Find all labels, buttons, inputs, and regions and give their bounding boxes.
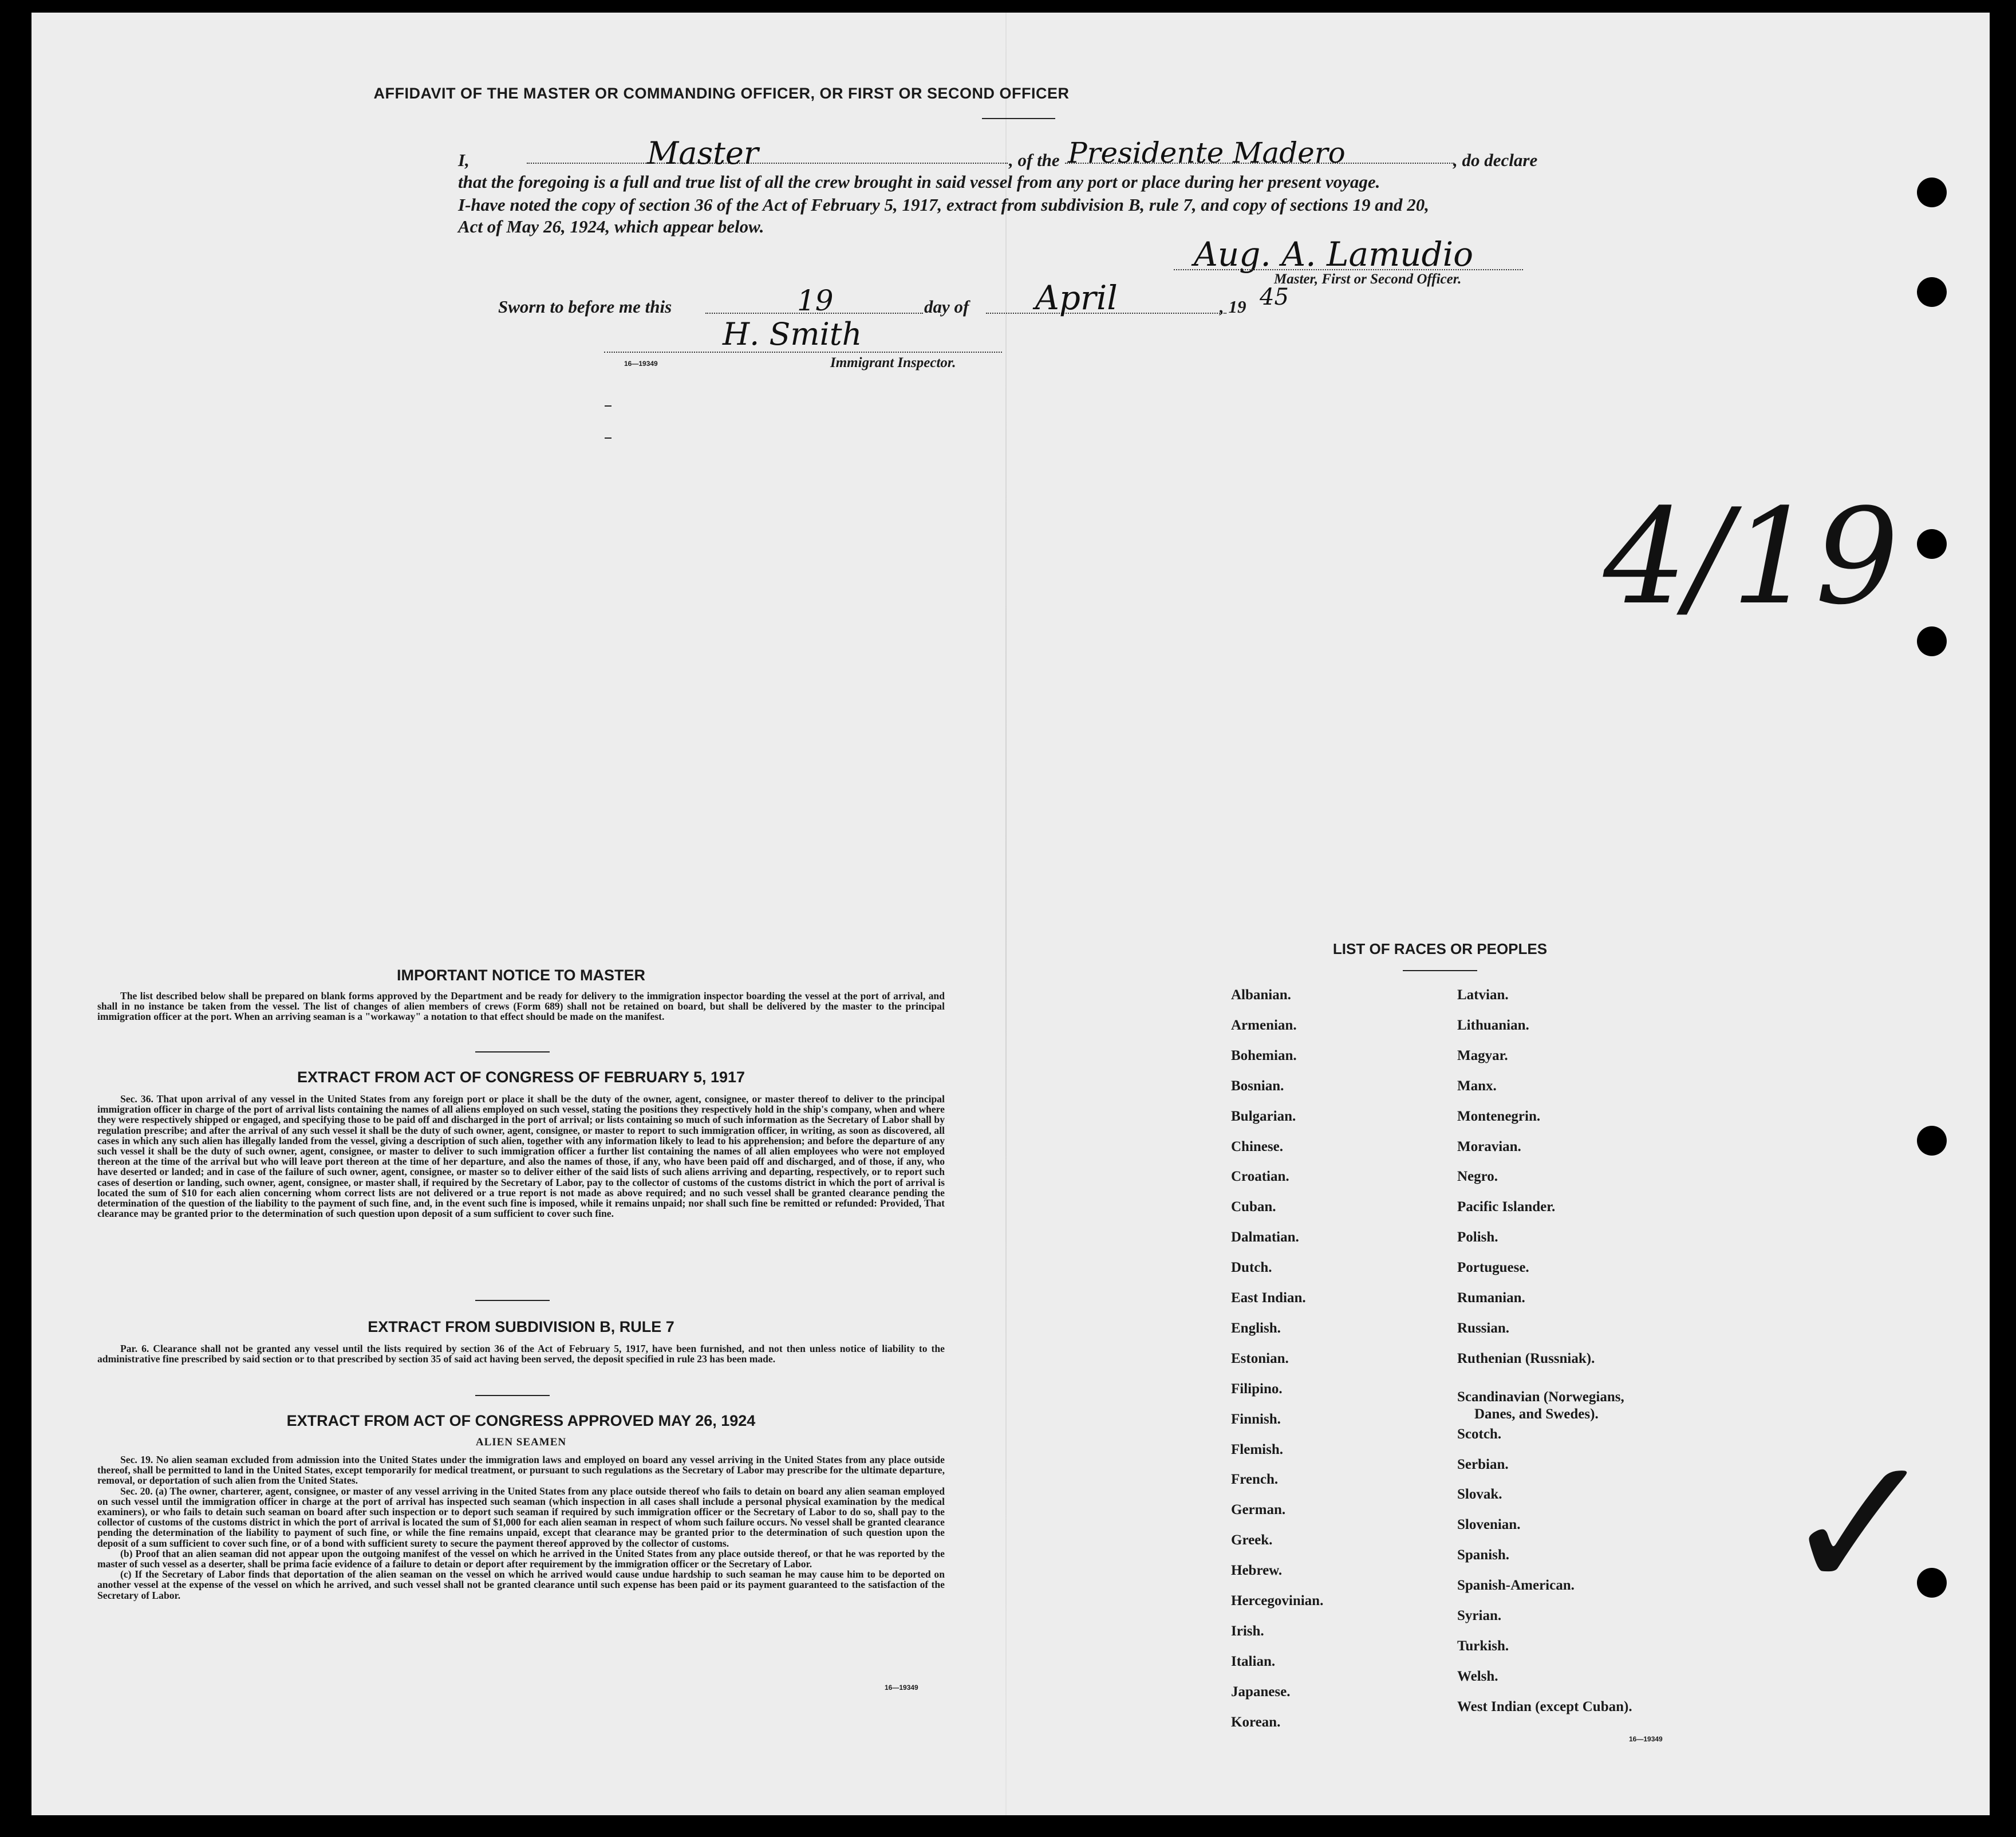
race-item: Manx.	[1457, 1078, 1497, 1094]
line1-end: , do declare	[1453, 150, 1538, 170]
officer-blank	[527, 163, 1008, 164]
race-item: West Indian (except Cuban).	[1457, 1698, 1632, 1714]
race-item: Estonian.	[1231, 1350, 1289, 1366]
section-36-paragraph: Sec. 36. That upon arrival of any vessel in the United States from any foreign port or place it shall be the duty of the owner, agent, consignee, or master thereof to deliver to the principal immigration officer in charge of the port of arrival lists containing the names of all aliens employed on such vessel, stating the positions they respectively hold in the ship's company, when and where they were respectively shipped or engaged, and specifying those to be paid off and discharged in the port of arrival; or lists containing so much of such information as the Secretary of Labor shall by regulation prescribe; and after the arrival of any such vessel it shall be the duty of such owner, agent, consignee, or master to report to such immigration officer, in writing, as soon as discovered, all cases in which any such alien has illegally landed from the vessel, giving a description of such alien, together with any information likely to lead to his apprehension; and before the departure of any such vessel it shall be the duty of such owner, agent, consignee, or master to deliver to such immigration officer a further list containing the names of all alien employees who were not employed thereon at the time of the arrival but who will leave port thereon at the time of her departure, and also the names of those, if any, who have been paid off and discharged, and of those, if any, who have deserted or landed; and in case of the failure of such owner, agent, consignee, or master so to deliver either of the said lists of such aliens arriving and departing, respectively, or to report such cases of desertion or landing, such owner, agent, consignee, or master shall, if required by the Secretary of Labor, pay to the collector of customs of the customs district in which the port of arrival is located the sum of $10 for each alien concerning whom correct lists are not delivered or a true report is not made as above required; and no such vessel shall be granted clearance pending the determination of the question of the liability to the payment of such fine, and, in the event such fine is imposed, while it remains unpaid; nor shall such fine be remitted or refunded: Provided, That clearance may be granted prior to the determination of such question upon deposit of a sum sufficient to cover such fine.	[97, 1093, 945, 1220]
affidavit-line-3: I-have noted the copy of section 36 of the Act of February 5, 1917, extract from subdivision B, rule 7, and copy of sections 19 and 20,	[458, 195, 1430, 215]
race-item: Finnish.	[1231, 1411, 1281, 1427]
vessel-handwritten: Presidente Madero	[1068, 136, 1346, 169]
officer-handwritten: Master	[647, 135, 759, 171]
affidavit-title: AFFIDAVIT OF THE MASTER OR COMMANDING OFFICER, OR FIRST OR SECOND OFFICER	[373, 85, 1070, 102]
race-item: Filipino.	[1231, 1381, 1283, 1397]
extract-1917-text	[97, 1094, 945, 1219]
affidavit-line-1	[458, 150, 470, 171]
race-item: Syrian.	[1457, 1608, 1502, 1623]
race-item: Albanian.	[1231, 987, 1291, 1003]
race-item: Hercegovinian.	[1231, 1593, 1324, 1609]
race-item: Flemish.	[1231, 1441, 1283, 1457]
race-item: Spanish.	[1457, 1547, 1510, 1563]
form-code: 16—19349	[885, 1684, 918, 1692]
punch-hole	[1917, 529, 1947, 559]
punch-hole	[1917, 277, 1947, 307]
race-item: Cuban.	[1231, 1199, 1276, 1215]
race-item: Russian.	[1457, 1320, 1510, 1336]
race-item: Slovak.	[1457, 1487, 1502, 1503]
race-item: Lithuanian.	[1457, 1017, 1529, 1033]
section-19-paragraph: Sec. 19. No alien seaman excluded from admission into the United States under the immigration laws and employed on board any vessel arriving in the United States from any place outside thereof, shall be permitted to land in the United States, except temporarily for medical treatment, or pursuant to such regulations as the Secretary of Labor may prescribe for the ultimate departure, removal, or deportation of such alien from the United States.	[97, 1454, 945, 1487]
punch-hole	[1917, 178, 1947, 207]
section-divider	[475, 1051, 550, 1052]
race-item: Dutch.	[1231, 1260, 1272, 1276]
title-divider	[982, 118, 1055, 119]
subdivision-b-text	[97, 1343, 945, 1364]
notice-paragraph: The list described below shall be prepared on blank forms approved by the Department and be ready for delivery to the immigration inspector boarding the vessel at the port of arrival, and shall in no instance be taken from the vessel. The list of changes of alien members of crews (Form 689) shall not be retained on board, but shall be delivered by the master to the principal immigration officer at the port. When an arriving seaman is a "workaway" a notation to that effect should be made on the manifest.	[97, 990, 945, 1023]
race-item: Portuguese.	[1457, 1260, 1529, 1276]
notice-heading: IMPORTANT NOTICE TO MASTER	[397, 967, 645, 984]
section-20a-paragraph: Sec. 20. (a) The owner, charterer, agent, consignee, or master of any vessel arriving in the United States from any place outside thereof who fails to detain on board any alien seaman employed on such vessel until the immigration officer in charge at the port of arrival has inspected such seaman (which inspection in all cases shall include a personal physical examination by the medical examiners), or who fails to detain such seaman on board after such inspection or to deport such seaman if required by such immigration officer or the Secretary of Labor to do so, shall pay to the collector of customs of the customs district in which the port of arrival is located the sum of $1,000 for each alien seaman in respect of whom such failure occurs. No vessel shall be granted clearance pending the determination of the liability to payment of such fine, or while the fine remains unpaid, except that clearance may be granted prior to the determination of such question upon the deposit of a sum sufficient to cover such fine, or of a bond with sufficient surety to secure the payment thereof approved by the collector of customs.	[97, 1485, 945, 1549]
handwritten-date: 4/19	[1603, 481, 1899, 634]
race-item: Bulgarian.	[1231, 1108, 1296, 1124]
race-item: German.	[1231, 1502, 1286, 1518]
stray-mark	[605, 405, 611, 407]
races-title: LIST OF RACES OR PEOPLES	[1332, 940, 1548, 957]
race-item: Armenian.	[1231, 1017, 1297, 1033]
race-item: Japanese.	[1231, 1684, 1291, 1700]
race-item: Welsh.	[1457, 1668, 1498, 1684]
form-code: 16—19349	[1629, 1735, 1663, 1743]
signature-blank	[1174, 269, 1523, 270]
section-20b-paragraph: (b) Proof that an alien seaman did not appear upon the outgoing manifest of the vessel on which he arrived in the United States from any place outside thereof, or that he was reported by the master of such vessel as a deserter, shall be prima facie evidence of a failure to detain or deport after requirement by the immigration officer or the Secretary of Labor.	[97, 1547, 945, 1570]
race-item: Italian.	[1231, 1653, 1276, 1669]
races-divider	[1403, 970, 1477, 971]
page-fold	[1005, 13, 1007, 1815]
inspector-caption: Immigrant Inspector.	[830, 355, 956, 370]
par-6-paragraph: Par. 6. Clearance shall not be granted any vessel until the lists required by section 36 of the Act of February 5, 1917, have been furnished, and not then unless notice of liability to the administrative fine prescribed by said section or to that prescribed by section 35 of said act having been served, the deposit specified in rule 23 has been made.	[97, 1343, 945, 1365]
race-item: Moravian.	[1457, 1138, 1521, 1154]
race-item: Polish.	[1457, 1229, 1498, 1245]
sworn-prefix: Sworn to before me this	[498, 297, 672, 317]
stray-mark	[605, 437, 611, 439]
race-item: English.	[1231, 1320, 1281, 1336]
inspector-signature: H. Smith	[723, 316, 862, 352]
sworn-day-of: day of	[924, 297, 969, 317]
notice-text	[97, 991, 945, 1022]
race-item: Negro.	[1457, 1169, 1498, 1185]
form-code: 16—19349	[624, 360, 658, 368]
affidavit-line-4: Act of May 26, 1924, which appear below.	[458, 216, 764, 236]
signature-caption: Master, First or Second Officer.	[1274, 271, 1462, 287]
section-20c-paragraph: (c) If the Secretary of Labor finds that deportation of the alien seaman on the vessel on which he arrived would cause undue hardship to such seaman he may cause him to be deported on another vessel at the expense of the vessel on which he arrived, and such vessel shall not be granted clearance until such expense has been paid or its payment guaranteed to the satisfaction of the Secretary of Labor.	[97, 1568, 945, 1601]
race-item: Danes, and Swedes).	[1474, 1406, 1599, 1422]
race-item: Montenegrin.	[1457, 1108, 1541, 1124]
day-handwritten: 19	[797, 284, 834, 317]
handwritten-checkmark: ✓	[1781, 1414, 1939, 1634]
race-item: Hebrew.	[1231, 1563, 1283, 1579]
affidavit-line-2: that the foregoing is a full and true list of all the crew brought in said vessel from any port or place during her present voyage.	[458, 172, 1380, 192]
race-item: Croatian.	[1231, 1169, 1289, 1185]
race-item: Spanish-American.	[1457, 1578, 1575, 1594]
race-item: Greek.	[1231, 1532, 1273, 1548]
year-handwritten: 45	[1260, 284, 1289, 310]
extract-1924-heading: EXTRACT FROM ACT OF CONGRESS APPROVED MAY 26, 1924	[286, 1412, 756, 1429]
subdivision-b-heading: EXTRACT FROM SUBDIVISION B, RULE 7	[368, 1318, 674, 1335]
race-item: Slovenian.	[1457, 1517, 1521, 1533]
line1-prefix: I,	[458, 150, 470, 170]
extract-1917-heading: EXTRACT FROM ACT OF CONGRESS OF FEBRUARY 5, 1917	[297, 1069, 745, 1086]
alien-seamen-subheading: ALIEN SEAMEN	[475, 1436, 567, 1448]
punch-hole	[1917, 626, 1947, 656]
race-item: Scotch.	[1457, 1426, 1502, 1442]
race-item: Dalmatian.	[1231, 1229, 1299, 1245]
officer-signature: Aug. A. Lamudio	[1194, 235, 1474, 274]
race-item: Latvian.	[1457, 987, 1509, 1003]
line1-mid: , of the	[1009, 150, 1060, 170]
section-divider	[475, 1300, 550, 1301]
race-item: Scandinavian (Norwegians,	[1457, 1389, 1624, 1405]
section-divider	[475, 1395, 550, 1396]
race-item: Bosnian.	[1231, 1078, 1284, 1094]
race-item: Irish.	[1231, 1623, 1264, 1639]
race-item: East Indian.	[1231, 1290, 1306, 1306]
extract-1924-text	[97, 1454, 945, 1601]
race-item: Korean.	[1231, 1714, 1281, 1730]
sworn-year-prefix: , 19	[1220, 297, 1246, 317]
race-item: Bohemian.	[1231, 1047, 1297, 1063]
month-handwritten: April	[1035, 278, 1118, 317]
punch-hole	[1917, 1126, 1947, 1156]
race-item: Pacific Islander.	[1457, 1199, 1556, 1215]
race-item: Serbian.	[1457, 1456, 1509, 1472]
inspector-blank	[604, 352, 1002, 353]
race-item: Turkish.	[1457, 1638, 1509, 1654]
race-item: Rumanian.	[1457, 1290, 1525, 1306]
race-item: Magyar.	[1457, 1047, 1508, 1063]
race-item: French.	[1231, 1472, 1279, 1488]
race-item: Ruthenian (Russniak).	[1457, 1350, 1595, 1366]
race-item: Chinese.	[1231, 1138, 1283, 1154]
